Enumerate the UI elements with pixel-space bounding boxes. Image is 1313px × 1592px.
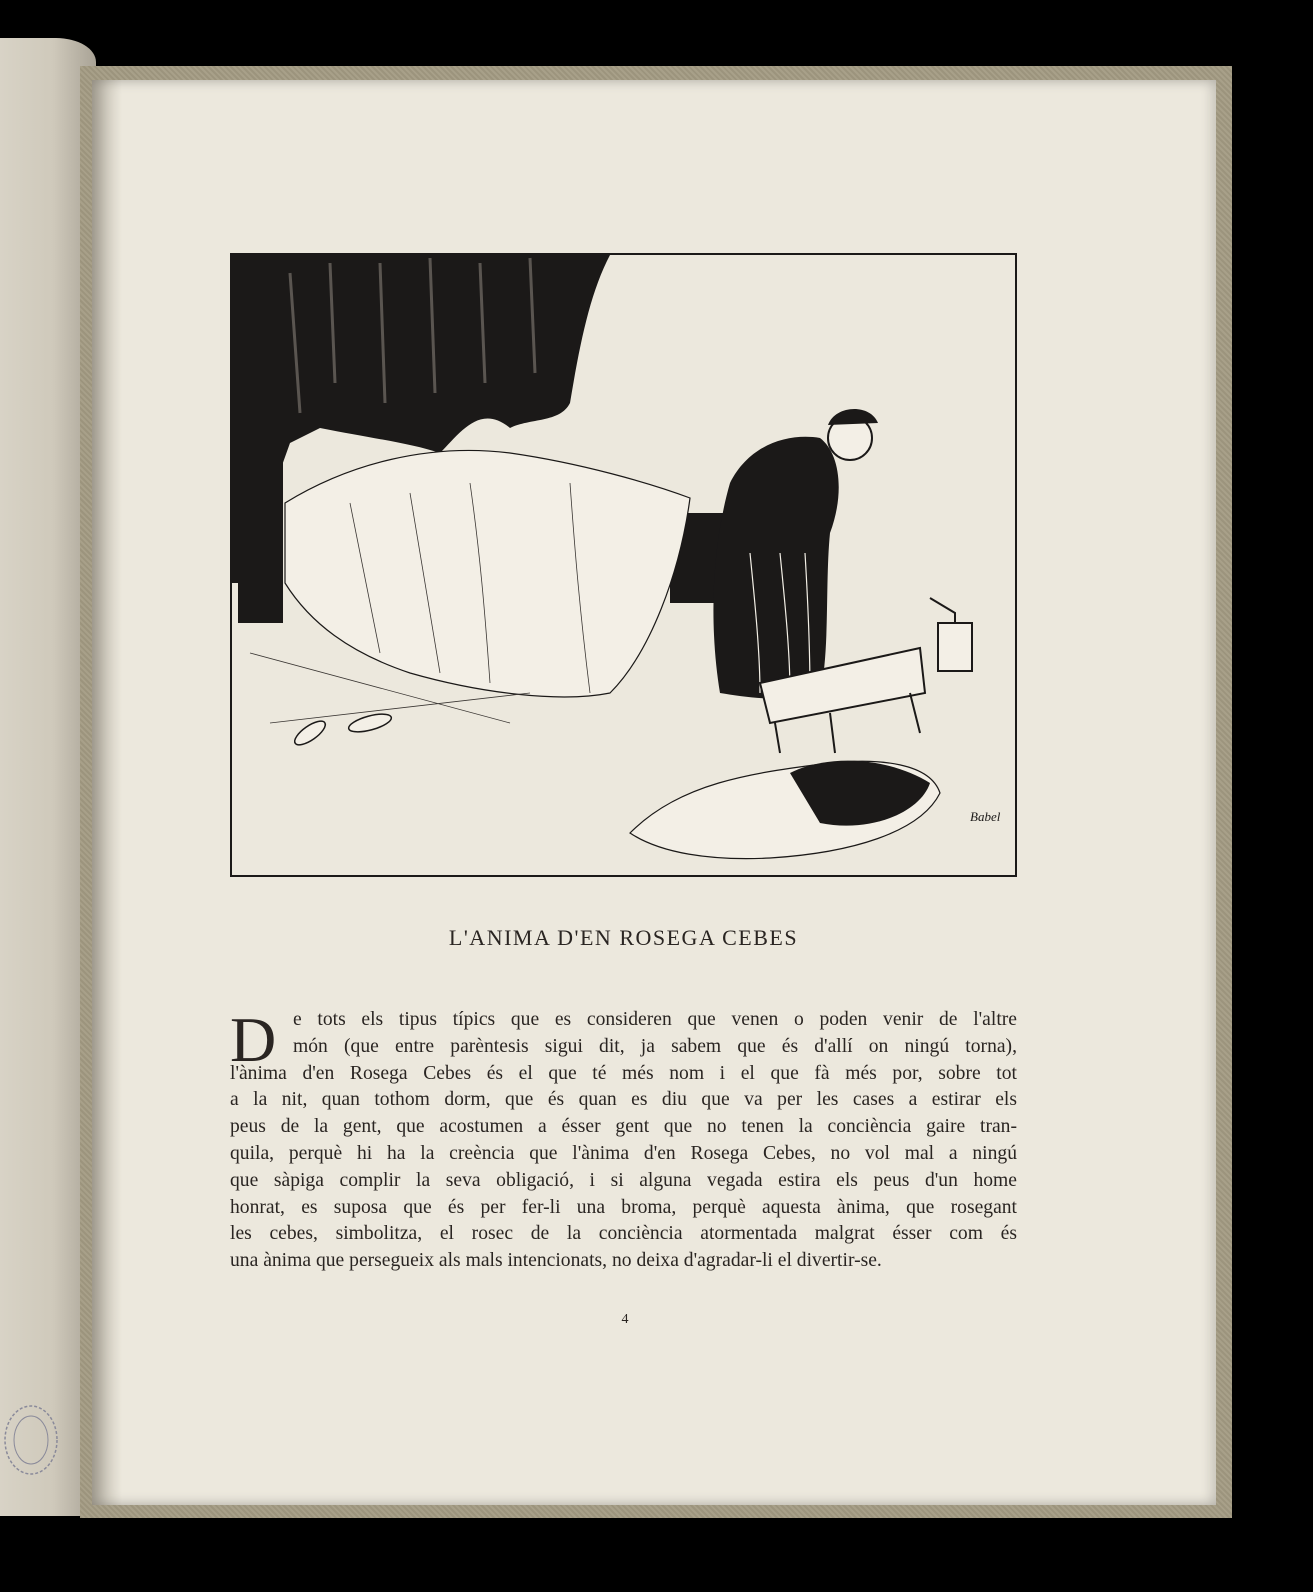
body-line-1: e tots els tipus típics que es consideren que venen o poden venir de l'altre [293,1009,1017,1030]
library-stamp [2,1402,60,1478]
body-line-9: les cebes, simbolitza, el rosec de la conciència atormentada malgrat ésser com és [230,1223,1017,1245]
illustration-signature: Babel [970,809,1001,824]
body-line-2: món (que entre parèntesis sigui dit, ja sabem que és d'allí on ningú torna), [293,1035,1017,1057]
body-line-6: quila, perquè hi ha la creència que l'ànima d'en Rosega Cebes, no vol mal a ningú [230,1142,1017,1164]
body-line-3: l'ànima d'en Rosega Cebes és el que té més nom i el que fà més por, sobre tot [230,1062,1017,1084]
body-line-8: honrat, es suposa que és per fer-li una broma, perquè aquesta ànima, que rosegant [230,1196,1017,1218]
chapter-title: L'ANIMA D'EN ROSEGA CEBES [448,925,799,950]
body-text [230,1061,1017,1275]
bedpost-left [238,453,283,623]
page-number: 4 [621,1312,629,1327]
first-lines [293,1007,1017,1061]
drop-cap: D [230,1004,277,1075]
page-gutter-shadow [92,80,122,1505]
lantern [938,623,972,671]
body-line-10: una ànima que persegueix als mals intencionats, no deixa d'agradar-li el divertir-se. [230,1250,882,1272]
body-line-5: peus de la gent, que acostumen a ésser gent que no tenen la conciència gaire tran- [230,1116,1017,1138]
body-line-4: a la nit, quan tothom dorm, que és quan es diu que va per les cases a estirar els [230,1089,1017,1111]
illustration [230,253,1017,877]
body-line-7: que sàpiga complir la seva obligació, i si alguna vegada estira els peus d'un home [230,1169,1017,1191]
